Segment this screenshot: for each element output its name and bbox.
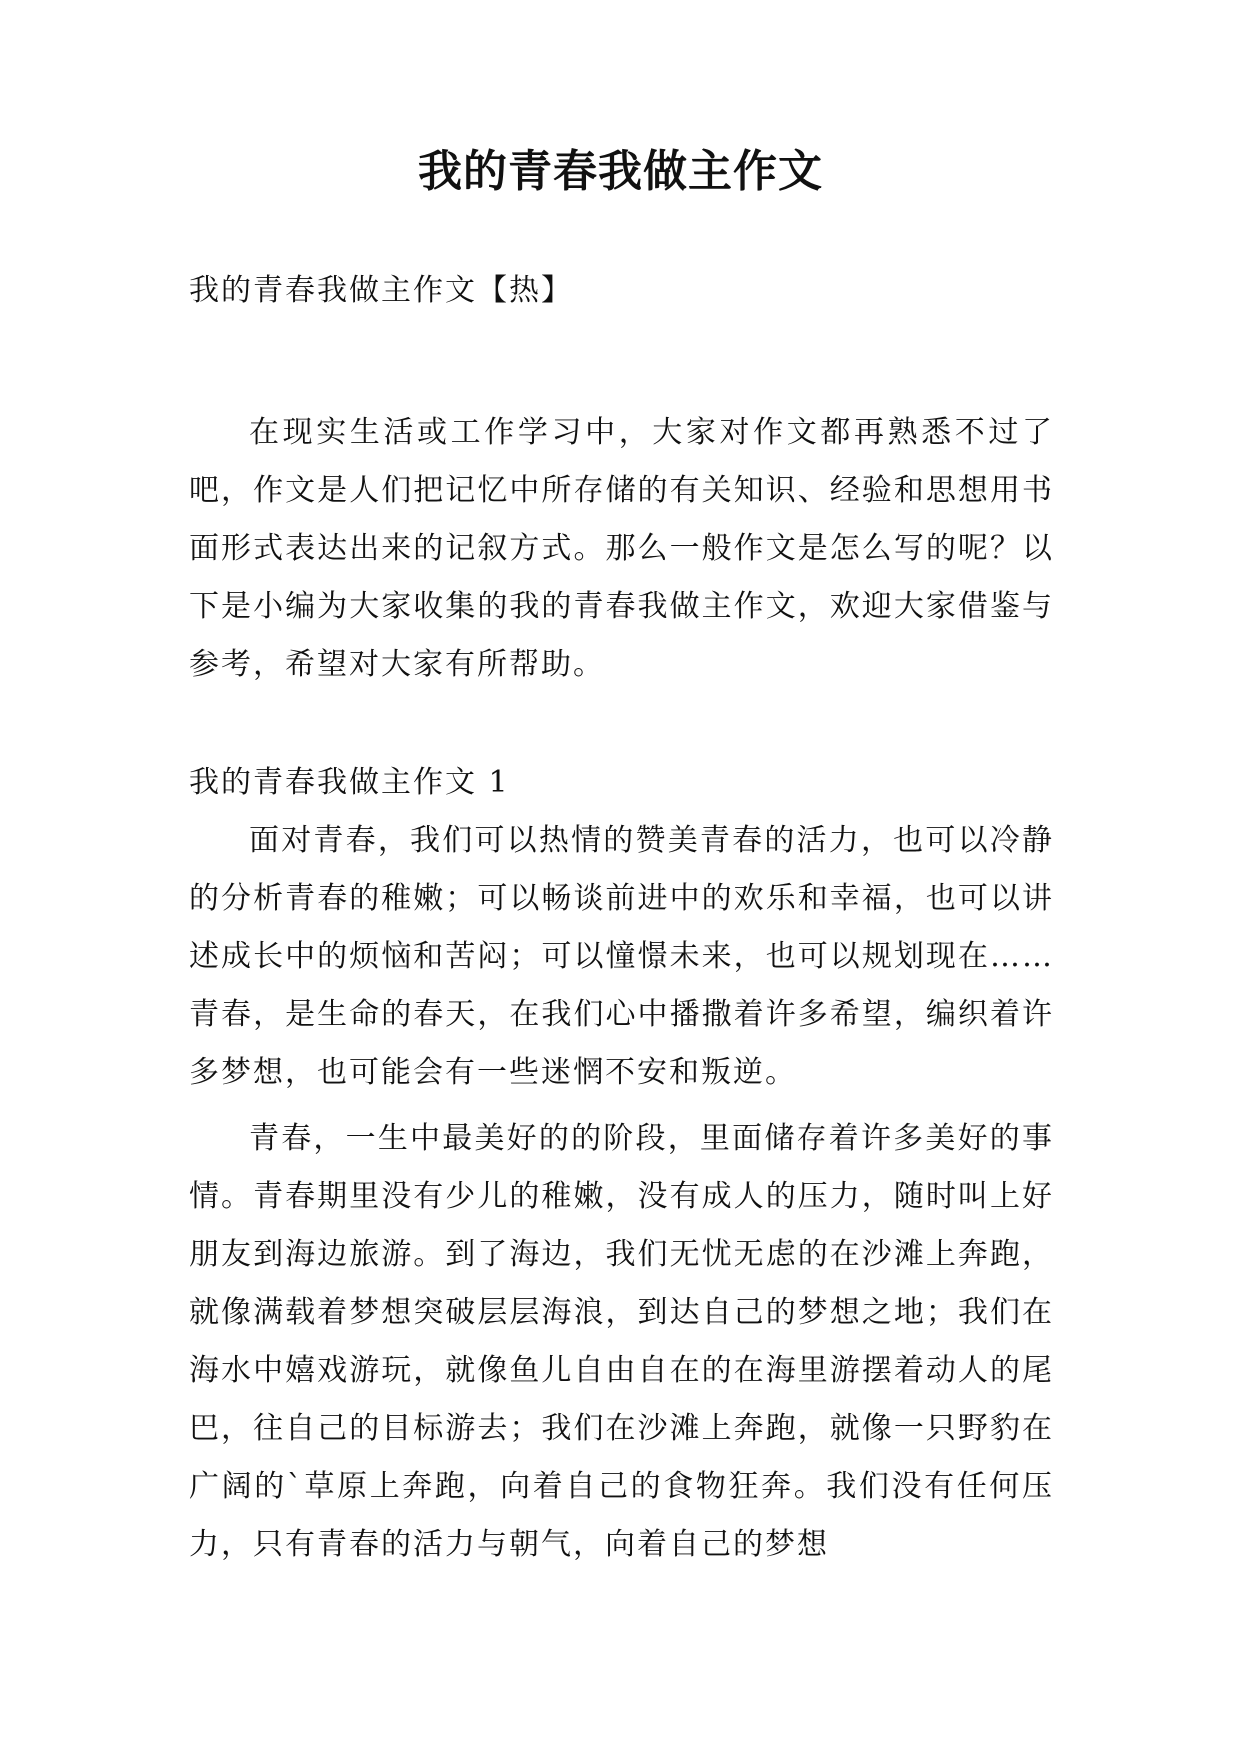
- section-1-paragraph-2: 青春，一生中最美好的的阶段，里面储存着许多美好的事情。青春期里没有少儿的稚嫩，没有成人的压力，随时叫上好朋友到海边旅游。到了海边，我们无忧无虑的在沙滩上奔跑，就像满载着梦想突破层层海浪，到达自己的梦想之地；我们在海水中嬉戏游玩，就像鱼儿自由自在的在海里游摆着动人的尾巴，往自己的目标游去；我们在沙滩上奔跑，就像一只野豹在广阔的`草原上奔跑，向着自己的食物狂奔。我们没有任何压力，只有青春的活力与朝气，向着自己的梦想: [189, 1121, 1054, 1562]
- intro-paragraph: 在现实生活或工作学习中，大家对作文都再熟悉不过了吧，作文是人们把记忆中所存储的有关知识、经验和思想用书面形式表达出来的记叙方式。那么一般作文是怎么写的呢？以下是小编为大家收集的我的青春我做主作文，欢迎大家借鉴与参考，希望对大家有所帮助。: [189, 415, 1054, 682]
- document-subtitle: 我的青春我做主作文【热】: [189, 273, 573, 308]
- section-1-paragraph-1: 面对青春，我们可以热情的赞美青春的活力，也可以冷静的分析青春的稚嫩；可以畅谈前进中的欢乐和幸福，也可以讲述成长中的烦恼和苦闷；可以憧憬未来，也可以规划现在……青春，是生命的春天，在我们心中播撒着许多希望，编织着许多梦想，也可能会有一些迷惘不安和叛逆。: [189, 823, 1054, 1090]
- section-heading-1: 我的青春我做主作文 1: [189, 765, 510, 800]
- intro-section: [189, 404, 1054, 694]
- section-body-1: [189, 812, 1054, 1574]
- document-title: 我的青春我做主作文: [418, 146, 823, 197]
